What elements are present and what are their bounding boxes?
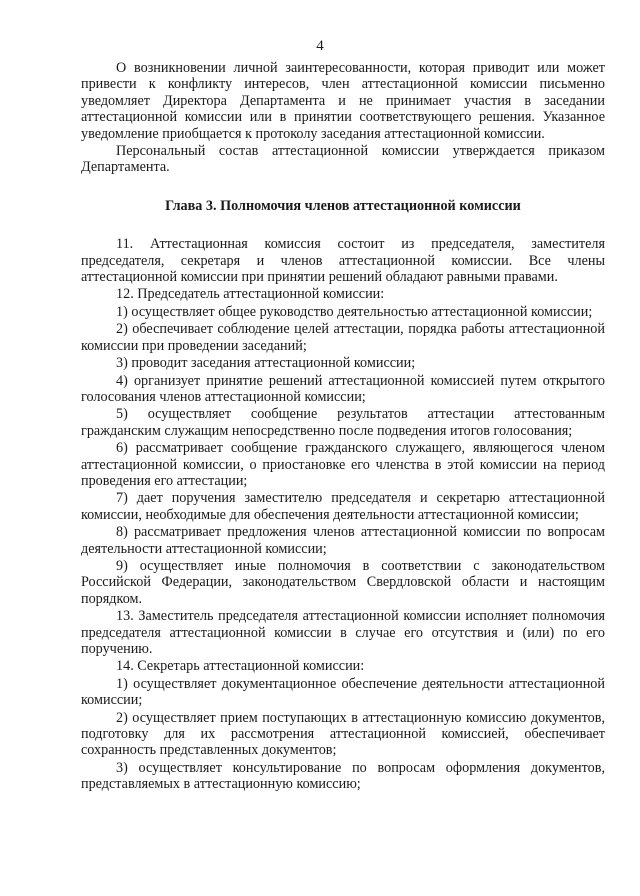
- paragraph: 1) осуществляет документационное обеспечение деятельности аттестационной комиссии;: [81, 675, 605, 709]
- page-number: 4: [316, 38, 324, 54]
- paragraph: 5) осуществляет сообщение результатов аттестации аттестованным гражданским служащим непосредственно после подведения итогов голосования;: [81, 406, 605, 439]
- intro-paragraph: О возникновении личной заинтересованности, которая приводит или может привести к конфликту интересов, член аттестационной комиссии письменно уведомляет Директора Департамента и не принимает участия в заседании аттестационной комиссии или в принятии соответствующего решения. Указанное уведомление приобщается к протоколу заседания аттестационной комиссии.: [81, 60, 605, 142]
- paragraph: 11. Аттестационная комиссия состоит из председателя, заместителя председателя, секретаря и членов аттестационной комиссии. Все члены аттестационной комиссии при принятии решений обладают равными правами.: [81, 236, 605, 286]
- paragraph: 2) обеспечивает соблюдение целей аттестации, порядка работы аттестационной комиссии при проведении заседаний;: [81, 321, 605, 354]
- paragraph: 14. Секретарь аттестационной комиссии:: [116, 658, 365, 675]
- paragraph: 8) рассматривает предложения членов аттестационной комиссии по вопросам деятельности аттестационной комиссии;: [81, 524, 605, 557]
- paragraph: 6) рассматривает сообщение гражданского служащего, являющегося членом аттестационной комиссии, о приостановке его членства в этой комиссии на период проведения его аттестации;: [81, 440, 605, 489]
- paragraph: 9) осуществляет иные полномочия в соответствии с законодательством Российской Федерации, законодательством Свердловской области и настоящим порядком.: [81, 557, 605, 607]
- paragraph: 12. Председатель аттестационной комиссии:: [116, 286, 385, 303]
- paragraph: 4) организует принятие решений аттестационной комиссией путем открытого голосования членов аттестационной комиссии;: [81, 372, 605, 405]
- paragraph: 2) осуществляет прием поступающих в аттестационную комиссию документов, подготовку для их рассмотрения аттестационной комиссией, обеспечивает сохранность представленных документов;: [81, 709, 605, 759]
- paragraph: 7) дает поручения заместителю председателя и секретарю аттестационной комиссии, необходимые для обеспечения деятельности аттестационной комиссии;: [81, 490, 605, 523]
- paragraph: 3) осуществляет консультирование по вопросам оформления документов, представляемых в аттестационную комиссию;: [81, 759, 605, 793]
- paragraph: 3) проводит заседания аттестационной комиссии;: [116, 355, 416, 372]
- paragraph: 1) осуществляет общее руководство деятельностью аттестационной комиссии;: [116, 303, 593, 320]
- intro-paragraph: Персональный состав аттестационной комиссии утверждается приказом Департамента.: [81, 143, 605, 176]
- chapter-title: Глава 3. Полномочия членов аттестационной комиссии: [165, 197, 521, 214]
- document-body: [81, 60, 605, 794]
- paragraph: 13. Заместитель председателя аттестационной комиссии исполняет полномочия председателя аттестационной комиссии в случае его отсутствия и (или) по его поручению.: [81, 608, 605, 657]
